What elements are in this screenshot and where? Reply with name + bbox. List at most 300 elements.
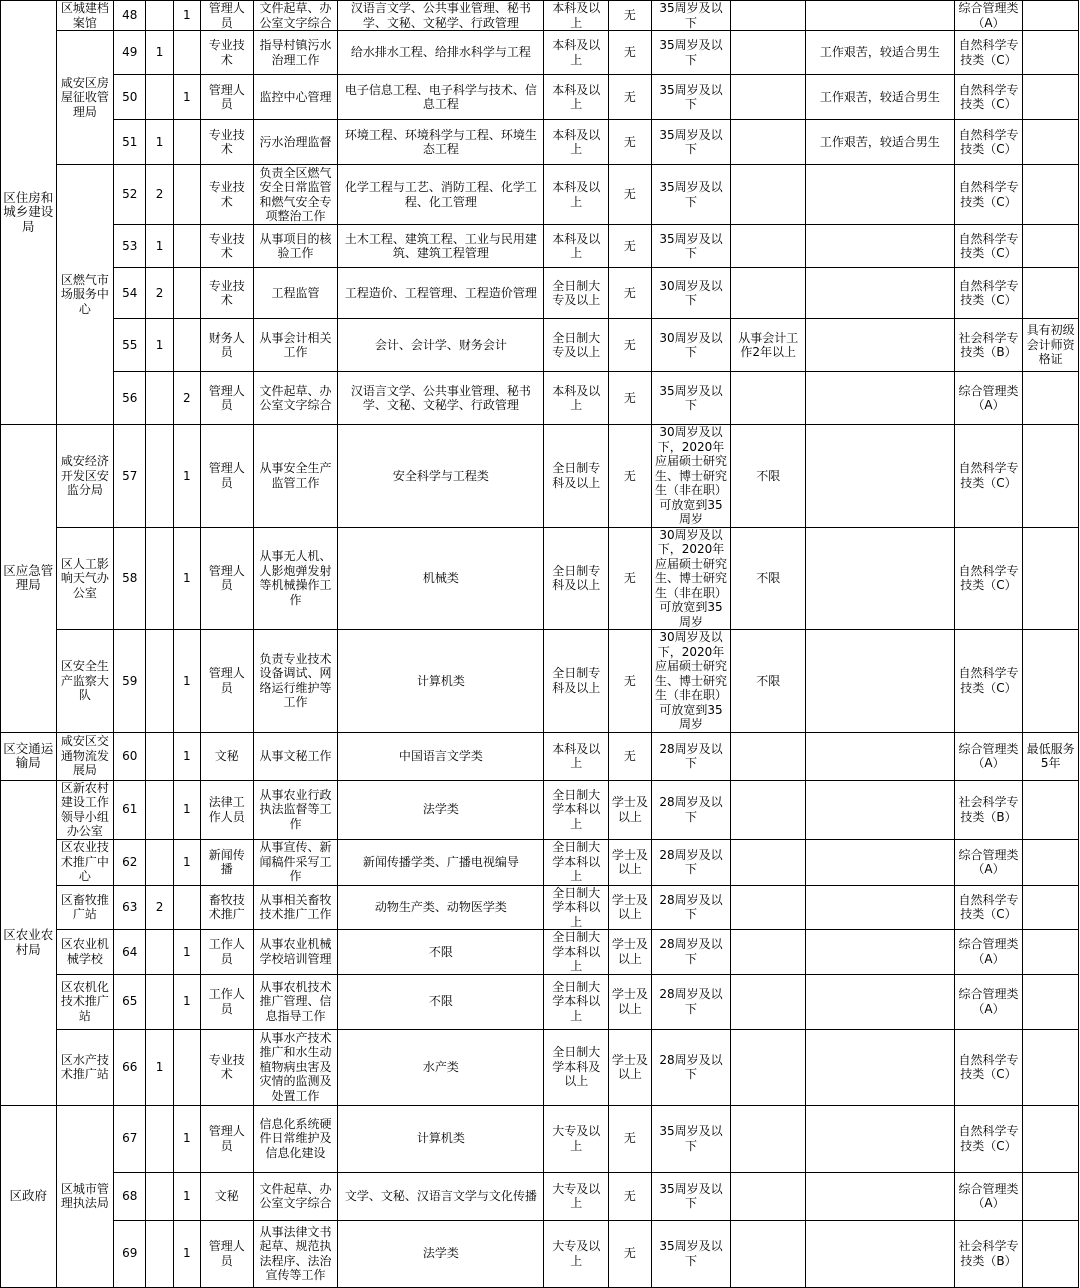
degree-cell: 无 (609, 1, 651, 31)
unit-cell: 咸安区房屋征收管理局 (56, 31, 114, 165)
education-cell: 全日制大学本科以上 (544, 780, 609, 839)
table-row (1, 268, 1079, 319)
note-cell (1023, 372, 1079, 425)
count-cell-a: 1 (146, 319, 173, 372)
unit-cell: 区水产技术推广站 (56, 1029, 114, 1105)
education-cell: 本科及以上 (544, 165, 609, 225)
experience-cell (731, 930, 806, 975)
degree-cell: 无 (609, 732, 651, 780)
table-row (1, 319, 1079, 372)
experience-cell (731, 225, 806, 268)
note-cell (1023, 425, 1079, 528)
experience-cell (731, 974, 806, 1029)
category-cell: 专业技术 (201, 31, 254, 75)
position-no-cell: 69 (114, 1220, 146, 1287)
note-cell (1023, 839, 1079, 885)
count-cell-a (146, 630, 173, 733)
count-cell-b: 1 (173, 75, 200, 120)
exam-category-cell: 综合管理类（A） (954, 974, 1023, 1029)
experience-cell (731, 839, 806, 885)
duty-cell: 文件起草、办公室文字综合 (253, 372, 338, 425)
other-requirement-cell (806, 1029, 955, 1105)
education-cell: 全日制大学本科以上 (544, 839, 609, 885)
other-requirement-cell (806, 630, 955, 733)
category-cell: 工作人员 (201, 930, 254, 975)
exam-category-cell: 自然科学专技类（C） (954, 425, 1023, 528)
category-cell: 专业技术 (201, 165, 254, 225)
experience-cell: 不限 (731, 527, 806, 630)
count-cell-b: 1 (173, 839, 200, 885)
major-cell: 文学、文秘、汉语言文学与文化传播 (338, 1172, 544, 1220)
major-cell: 环境工程、环境科学与工程、环境生态工程 (338, 120, 544, 165)
category-cell: 工作人员 (201, 974, 254, 1029)
table-row (1, 1220, 1079, 1287)
count-cell-b: 1 (173, 425, 200, 528)
duty-cell: 从事法律文书起草、规范执法程序、法治宣传等工作 (253, 1220, 338, 1287)
duty-cell: 从事宣传、新闻稿件采写工作 (253, 839, 338, 885)
count-cell-b: 2 (173, 372, 200, 425)
experience-cell (731, 885, 806, 930)
position-no-cell: 62 (114, 839, 146, 885)
count-cell-a (146, 1220, 173, 1287)
experience-cell (731, 31, 806, 75)
table-row (1, 1029, 1079, 1105)
note-cell (1023, 1, 1079, 31)
exam-category-cell: 自然科学专技类（C） (954, 527, 1023, 630)
position-no-cell: 60 (114, 732, 146, 780)
other-requirement-cell: 工作艰苦，较适合男生 (806, 31, 955, 75)
note-cell: 具有初级会计师资格证 (1023, 319, 1079, 372)
exam-category-cell: 社会科学专技类（B） (954, 1220, 1023, 1287)
other-requirement-cell (806, 165, 955, 225)
exam-category-cell: 自然科学专技类（C） (954, 268, 1023, 319)
other-requirement-cell (806, 974, 955, 1029)
note-cell (1023, 1220, 1079, 1287)
count-cell-a (146, 372, 173, 425)
age-cell: 35周岁及以下 (651, 120, 731, 165)
exam-category-cell: 自然科学专技类（C） (954, 885, 1023, 930)
position-no-cell: 50 (114, 75, 146, 120)
exam-category-cell: 综合管理类（A） (954, 732, 1023, 780)
other-requirement-cell (806, 885, 955, 930)
degree-cell: 无 (609, 268, 651, 319)
degree-cell: 无 (609, 1105, 651, 1172)
count-cell-a (146, 425, 173, 528)
education-cell: 大专及以上 (544, 1220, 609, 1287)
count-cell-b: 1 (173, 527, 200, 630)
degree-cell: 学士及以上 (609, 1029, 651, 1105)
count-cell-a (146, 839, 173, 885)
count-cell-a (146, 527, 173, 630)
category-cell: 管理人员 (201, 425, 254, 528)
department-cell: 区农业农村局 (1, 780, 57, 1105)
unit-cell: 区城市管理执法局 (56, 1105, 114, 1287)
experience-cell (731, 165, 806, 225)
position-no-cell: 67 (114, 1105, 146, 1172)
note-cell (1023, 165, 1079, 225)
count-cell-a (146, 974, 173, 1029)
category-cell: 管理人员 (201, 75, 254, 120)
degree-cell: 学士及以上 (609, 839, 651, 885)
experience-cell (731, 372, 806, 425)
exam-category-cell: 综合管理类（A） (954, 1172, 1023, 1220)
unit-cell: 区农业技术推广中心 (56, 839, 114, 885)
unit-cell: 咸安区交通物流发展局 (56, 732, 114, 780)
degree-cell: 无 (609, 425, 651, 528)
major-cell: 动物生产类、动物医学类 (338, 885, 544, 930)
education-cell: 全日制专科及以上 (544, 425, 609, 528)
table-row (1, 165, 1079, 225)
count-cell-b (173, 31, 200, 75)
count-cell-b (173, 165, 200, 225)
degree-cell: 学士及以上 (609, 930, 651, 975)
table-row (1, 732, 1079, 780)
table-row (1, 974, 1079, 1029)
duty-cell: 从事水产技术推广和水生动植物病虫害及灾情的监测及处置工作 (253, 1029, 338, 1105)
major-cell: 给水排水工程、给排水科学与工程 (338, 31, 544, 75)
count-cell-a (146, 1172, 173, 1220)
exam-category-cell: 自然科学专技类（C） (954, 75, 1023, 120)
duty-cell: 从事农机技术推广管理、信息指导工作 (253, 974, 338, 1029)
exam-category-cell: 综合管理类（A） (954, 372, 1023, 425)
other-requirement-cell (806, 930, 955, 975)
exam-category-cell: 综合管理类（A） (954, 1, 1023, 31)
note-cell (1023, 780, 1079, 839)
other-requirement-cell (806, 1172, 955, 1220)
count-cell-a: 1 (146, 31, 173, 75)
age-cell: 35周岁及以下 (651, 1220, 731, 1287)
degree-cell: 无 (609, 225, 651, 268)
table-row (1, 1172, 1079, 1220)
degree-cell: 无 (609, 372, 651, 425)
degree-cell: 学士及以上 (609, 885, 651, 930)
count-cell-a: 1 (146, 1029, 173, 1105)
duty-cell: 从事相关畜牧技术推广工作 (253, 885, 338, 930)
degree-cell: 学士及以上 (609, 974, 651, 1029)
major-cell: 安全科学与工程类 (338, 425, 544, 528)
other-requirement-cell (806, 732, 955, 780)
exam-category-cell: 自然科学专技类（C） (954, 120, 1023, 165)
count-cell-b: 1 (173, 974, 200, 1029)
age-cell: 28周岁及以下 (651, 885, 731, 930)
position-no-cell: 49 (114, 31, 146, 75)
department-cell: 区交通运输局 (1, 732, 57, 780)
experience-cell (731, 75, 806, 120)
education-cell: 全日制大学本科以上 (544, 974, 609, 1029)
note-cell (1023, 1029, 1079, 1105)
major-cell: 水产类 (338, 1029, 544, 1105)
major-cell: 计算机类 (338, 630, 544, 733)
major-cell: 土木工程、建筑工程、工业与民用建筑、建筑工程管理 (338, 225, 544, 268)
position-no-cell: 59 (114, 630, 146, 733)
duty-cell: 信息化系统硬件日常维护及信息化建设 (253, 1105, 338, 1172)
major-cell: 法学类 (338, 780, 544, 839)
experience-cell: 不限 (731, 425, 806, 528)
degree-cell: 无 (609, 319, 651, 372)
position-no-cell: 63 (114, 885, 146, 930)
major-cell: 电子信息工程、电子科学与技术、信息工程 (338, 75, 544, 120)
position-no-cell: 48 (114, 1, 146, 31)
exam-category-cell: 自然科学专技类（C） (954, 630, 1023, 733)
table-row (1, 839, 1079, 885)
note-cell (1023, 225, 1079, 268)
unit-cell: 区农机化技术推广站 (56, 974, 114, 1029)
count-cell-b: 1 (173, 1, 200, 31)
major-cell: 机械类 (338, 527, 544, 630)
category-cell: 管理人员 (201, 372, 254, 425)
duty-cell: 指导村镇污水治理工作 (253, 31, 338, 75)
other-requirement-cell (806, 1220, 955, 1287)
position-no-cell: 57 (114, 425, 146, 528)
duty-cell: 文件起草、办公室文字综合 (253, 1, 338, 31)
other-requirement-cell: 工作艰苦，较适合男生 (806, 120, 955, 165)
unit-cell: 区新农村建设工作领导小组办公室 (56, 780, 114, 839)
count-cell-b: 1 (173, 1172, 200, 1220)
category-cell: 专业技术 (201, 120, 254, 165)
count-cell-a (146, 780, 173, 839)
education-cell: 全日制大专及以上 (544, 319, 609, 372)
age-cell: 30周岁及以下，2020年应届硕士研究生、博士研究生（非在职）可放宽到35周岁 (651, 425, 731, 528)
duty-cell: 从事会计相关工作 (253, 319, 338, 372)
count-cell-b: 1 (173, 732, 200, 780)
position-no-cell: 65 (114, 974, 146, 1029)
count-cell-a (146, 1105, 173, 1172)
education-cell: 全日制大专及以上 (544, 268, 609, 319)
other-requirement-cell (806, 268, 955, 319)
count-cell-a: 2 (146, 268, 173, 319)
table-row (1, 372, 1079, 425)
category-cell: 管理人员 (201, 1105, 254, 1172)
category-cell: 专业技术 (201, 1029, 254, 1105)
exam-category-cell: 综合管理类（A） (954, 839, 1023, 885)
major-cell: 新闻传播学类、广播电视编导 (338, 839, 544, 885)
duty-cell: 监控中心管理 (253, 75, 338, 120)
note-cell (1023, 120, 1079, 165)
note-cell (1023, 75, 1079, 120)
degree-cell: 无 (609, 120, 651, 165)
position-no-cell: 55 (114, 319, 146, 372)
education-cell: 大专及以上 (544, 1105, 609, 1172)
education-cell: 本科及以上 (544, 120, 609, 165)
category-cell: 畜牧技术推广 (201, 885, 254, 930)
note-cell (1023, 1172, 1079, 1220)
exam-category-cell: 自然科学专技类（C） (954, 31, 1023, 75)
duty-cell: 从事无人机、人影炮弹发射等机械操作工作 (253, 527, 338, 630)
unit-cell: 区城建档案馆 (56, 1, 114, 31)
age-cell: 35周岁及以下 (651, 165, 731, 225)
exam-category-cell: 社会科学专技类（B） (954, 780, 1023, 839)
age-cell: 30周岁及以下，2020年应届硕士研究生、博士研究生（非在职）可放宽到35周岁 (651, 630, 731, 733)
duty-cell: 负责专业技术设备调试、网络运行维护等工作 (253, 630, 338, 733)
major-cell: 法学类 (338, 1220, 544, 1287)
other-requirement-cell (806, 839, 955, 885)
count-cell-a (146, 732, 173, 780)
exam-category-cell: 自然科学专技类（C） (954, 1105, 1023, 1172)
age-cell: 35周岁及以下 (651, 1105, 731, 1172)
table-row (1, 31, 1079, 75)
experience-cell (731, 1105, 806, 1172)
age-cell: 28周岁及以下 (651, 839, 731, 885)
table-row (1, 930, 1079, 975)
duty-cell: 从事文秘工作 (253, 732, 338, 780)
note-cell (1023, 268, 1079, 319)
count-cell-b (173, 268, 200, 319)
major-cell: 中国语言文学类 (338, 732, 544, 780)
table-row (1, 780, 1079, 839)
category-cell: 文秘 (201, 1172, 254, 1220)
note-cell (1023, 527, 1079, 630)
count-cell-b (173, 120, 200, 165)
education-cell: 全日制专科及以上 (544, 630, 609, 733)
degree-cell: 学士及以上 (609, 780, 651, 839)
table-row (1, 225, 1079, 268)
experience-cell: 从事会计工作2年以上 (731, 319, 806, 372)
count-cell-b: 1 (173, 630, 200, 733)
education-cell: 本科及以上 (544, 1, 609, 31)
count-cell-a: 2 (146, 885, 173, 930)
position-no-cell: 56 (114, 372, 146, 425)
degree-cell: 无 (609, 630, 651, 733)
age-cell: 28周岁及以下 (651, 732, 731, 780)
experience-cell (731, 1220, 806, 1287)
age-cell: 28周岁及以下 (651, 974, 731, 1029)
unit-cell: 区畜牧推广站 (56, 885, 114, 930)
recruitment-table-body (1, 1, 1079, 1288)
unit-cell: 咸安经济开发区安监分局 (56, 425, 114, 528)
age-cell: 28周岁及以下 (651, 1029, 731, 1105)
degree-cell: 无 (609, 1172, 651, 1220)
note-cell (1023, 31, 1079, 75)
other-requirement-cell (806, 425, 955, 528)
age-cell: 35周岁及以下 (651, 1172, 731, 1220)
experience-cell (731, 1, 806, 31)
experience-cell (731, 268, 806, 319)
count-cell-b (173, 1029, 200, 1105)
count-cell-b (173, 319, 200, 372)
age-cell: 35周岁及以下 (651, 1, 731, 31)
degree-cell: 无 (609, 1220, 651, 1287)
degree-cell: 无 (609, 527, 651, 630)
count-cell-b: 1 (173, 1220, 200, 1287)
exam-category-cell: 社会科学专技类（B） (954, 319, 1023, 372)
exam-category-cell: 综合管理类（A） (954, 930, 1023, 975)
duty-cell: 从事项目的核验工作 (253, 225, 338, 268)
category-cell: 管理人员 (201, 1, 254, 31)
other-requirement-cell (806, 780, 955, 839)
position-no-cell: 64 (114, 930, 146, 975)
age-cell: 28周岁及以下 (651, 780, 731, 839)
education-cell: 本科及以上 (544, 225, 609, 268)
education-cell: 全日制大学本科以上 (544, 930, 609, 975)
note-cell (1023, 974, 1079, 1029)
category-cell: 管理人员 (201, 630, 254, 733)
category-cell: 管理人员 (201, 1220, 254, 1287)
unit-cell: 区农业机械学校 (56, 930, 114, 975)
exam-category-cell: 自然科学专技类（C） (954, 1029, 1023, 1105)
count-cell-b (173, 225, 200, 268)
category-cell: 专业技术 (201, 268, 254, 319)
age-cell: 30周岁及以下，2020年应届硕士研究生、博士研究生（非在职）可放宽到35周岁 (651, 527, 731, 630)
education-cell: 本科及以上 (544, 75, 609, 120)
education-cell: 本科及以上 (544, 732, 609, 780)
unit-cell: 区人工影响天气办公室 (56, 527, 114, 630)
department-cell: 区应急管理局 (1, 425, 57, 733)
education-cell: 全日制专科及以上 (544, 527, 609, 630)
note-cell (1023, 885, 1079, 930)
category-cell: 文秘 (201, 732, 254, 780)
other-requirement-cell (806, 527, 955, 630)
table-row (1, 75, 1079, 120)
degree-cell: 无 (609, 165, 651, 225)
major-cell: 不限 (338, 930, 544, 975)
category-cell: 管理人员 (201, 527, 254, 630)
count-cell-b (173, 885, 200, 930)
table-row (1, 425, 1079, 528)
note-cell (1023, 1105, 1079, 1172)
duty-cell: 从事农业机械学校培训管理 (253, 930, 338, 975)
age-cell: 28周岁及以下 (651, 930, 731, 975)
count-cell-a: 2 (146, 165, 173, 225)
note-cell (1023, 630, 1079, 733)
duty-cell: 从事安全生产监管工作 (253, 425, 338, 528)
major-cell: 会计、会计学、财务会计 (338, 319, 544, 372)
experience-cell (731, 1172, 806, 1220)
department-cell: 区政府 (1, 1105, 57, 1287)
category-cell: 财务人员 (201, 319, 254, 372)
category-cell: 法律工作人员 (201, 780, 254, 839)
duty-cell: 负责全区燃气安全日常监管和燃气安全专项整治工作 (253, 165, 338, 225)
note-cell (1023, 930, 1079, 975)
position-no-cell: 53 (114, 225, 146, 268)
age-cell: 35周岁及以下 (651, 372, 731, 425)
exam-category-cell: 自然科学专技类（C） (954, 165, 1023, 225)
major-cell: 计算机类 (338, 1105, 544, 1172)
other-requirement-cell (806, 1, 955, 31)
position-no-cell: 52 (114, 165, 146, 225)
table-row (1, 885, 1079, 930)
major-cell: 汉语言文学、公共事业管理、秘书学、文秘、文秘学、行政管理 (338, 372, 544, 425)
table-row (1, 1105, 1079, 1172)
education-cell: 全日制大学本科以上 (544, 885, 609, 930)
experience-cell (731, 120, 806, 165)
other-requirement-cell (806, 225, 955, 268)
table-row (1, 527, 1079, 630)
table-row (1, 1, 1079, 31)
experience-cell (731, 780, 806, 839)
other-requirement-cell (806, 1105, 955, 1172)
major-cell: 不限 (338, 974, 544, 1029)
position-no-cell: 61 (114, 780, 146, 839)
count-cell-a: 1 (146, 120, 173, 165)
position-no-cell: 68 (114, 1172, 146, 1220)
degree-cell: 无 (609, 75, 651, 120)
category-cell: 新闻传播 (201, 839, 254, 885)
age-cell: 30周岁及以下 (651, 319, 731, 372)
age-cell: 35周岁及以下 (651, 225, 731, 268)
count-cell-b: 1 (173, 780, 200, 839)
count-cell-a: 1 (146, 225, 173, 268)
position-no-cell: 54 (114, 268, 146, 319)
major-cell: 汉语言文学、公共事业管理、秘书学、文秘、文秘学、行政管理 (338, 1, 544, 31)
other-requirement-cell (806, 372, 955, 425)
other-requirement-cell (806, 319, 955, 372)
education-cell: 全日制大学本科及以上 (544, 1029, 609, 1105)
category-cell: 专业技术 (201, 225, 254, 268)
age-cell: 30周岁及以下 (651, 268, 731, 319)
duty-cell: 工程监管 (253, 268, 338, 319)
duty-cell: 污水治理监督 (253, 120, 338, 165)
education-cell: 本科及以上 (544, 372, 609, 425)
